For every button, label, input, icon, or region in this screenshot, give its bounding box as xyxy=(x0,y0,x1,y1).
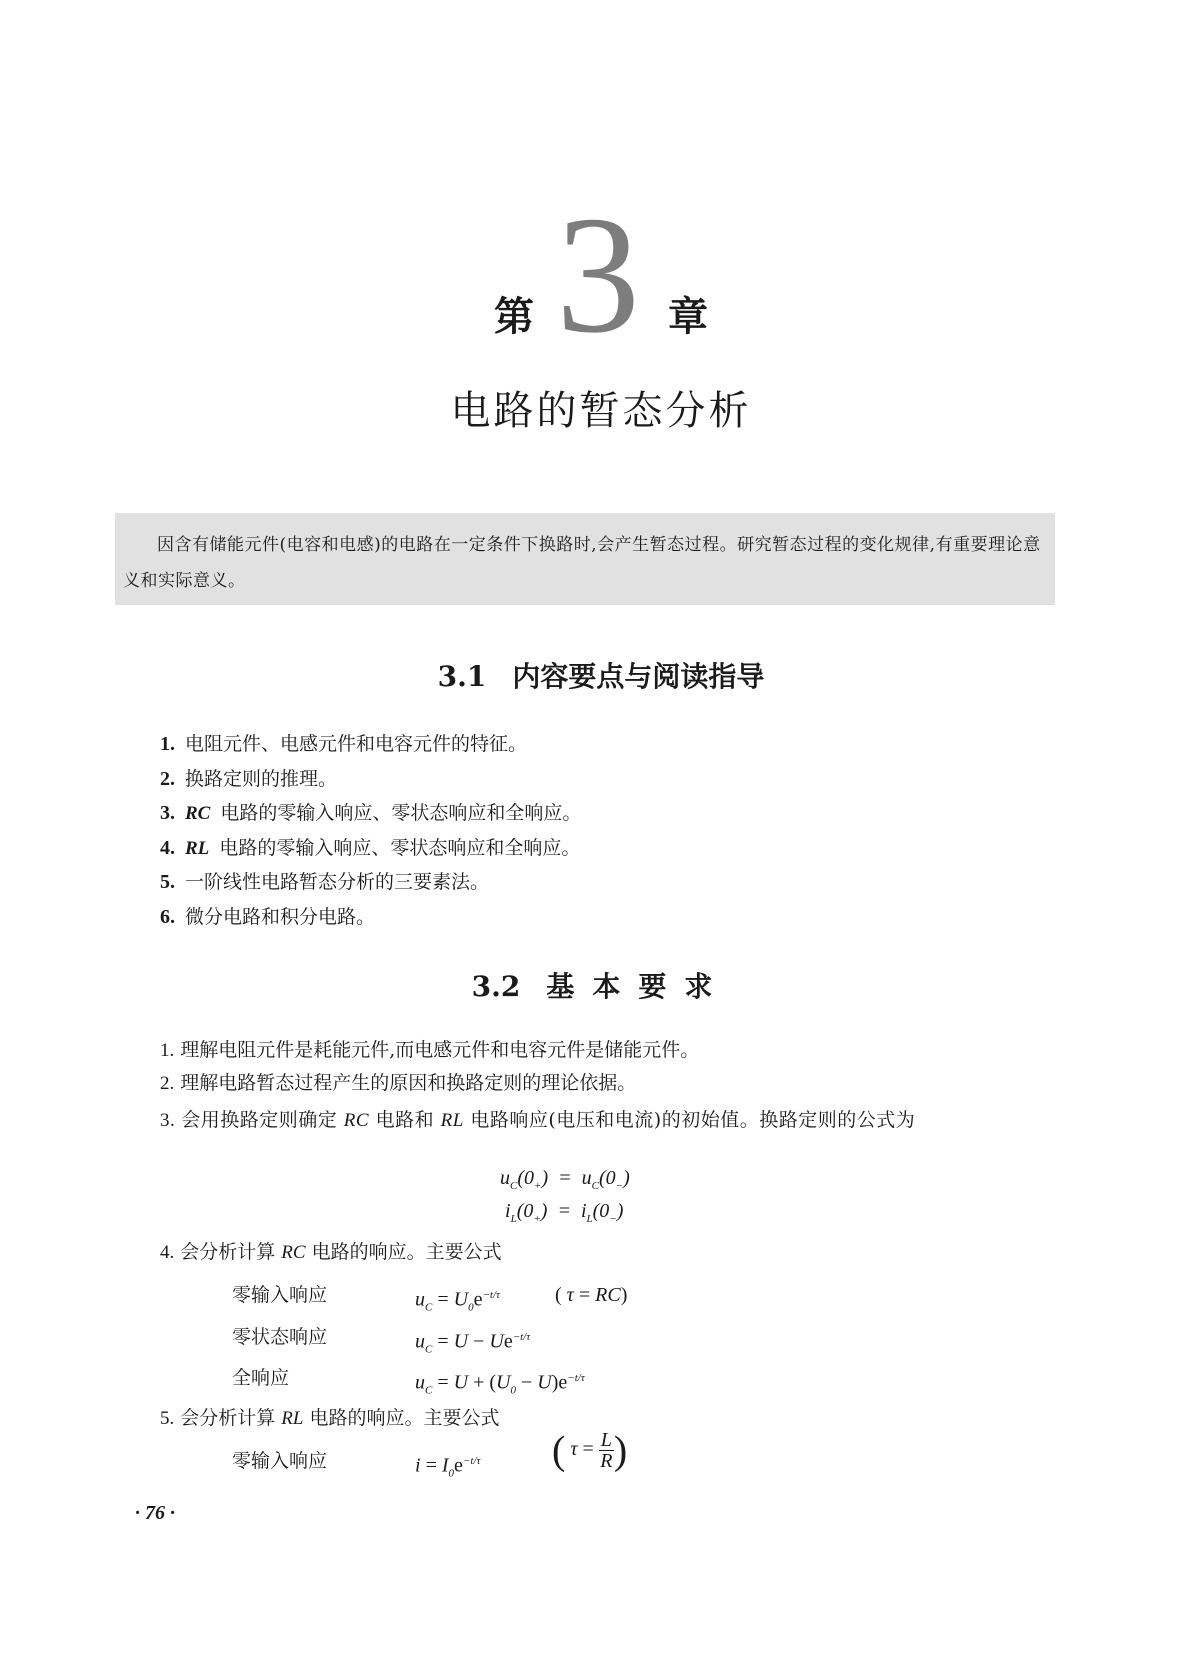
time-constant-rc: ( τ = RC) xyxy=(555,1284,628,1306)
section-label: 内容要点与阅读指导 xyxy=(512,660,765,693)
label-zero-input-rl: 零输入响应 xyxy=(232,1450,328,1472)
section-label: 基本要求 xyxy=(546,970,731,1003)
formula-rc-zero-state: $u_C = U - Ue^{-t/\tau}$ xyxy=(415,1330,531,1356)
section-title-3-1 xyxy=(0,655,1202,695)
formula-rc-full: $u_C = U + (U_0 - U)e^{-t/\tau}$ xyxy=(415,1371,585,1397)
page-number: · 76 · xyxy=(135,1502,175,1524)
time-constant-rl: ( τ = $\frac{L}{R}$ ) xyxy=(552,1427,628,1473)
section-number: 3.2 xyxy=(471,970,521,1003)
label-zero-state-rc: 零状态响应 xyxy=(232,1326,328,1348)
requirement-4: 4. 会分析计算 RC 电路的响应。主要公式 xyxy=(160,1241,502,1263)
label-full-rc: 全响应 xyxy=(232,1367,290,1389)
key-points-list xyxy=(160,727,581,935)
chapter-title: 电路的暂态分析 xyxy=(450,388,752,434)
chapter-heading xyxy=(0,182,1202,368)
list-item: 4. RL 电路的零输入响应、零状态响应和全响应。 xyxy=(160,836,581,859)
requirement-3: 3. 会用换路定则确定 RC 电路和 RL 电路响应(电压和电流)的初始值。换路定则的公式为 xyxy=(160,1109,916,1131)
chapter-prefix: 第 xyxy=(494,294,534,341)
switching-law-equation-2: $i_L(0_+) = i_L(0_-)$ xyxy=(505,1200,624,1225)
requirement-2: 2. 理解电路暂态过程产生的原因和换路定则的理论依据。 xyxy=(160,1072,637,1094)
section-number: 3.1 xyxy=(437,660,487,693)
list-item: 3. RC 电路的零输入响应、零状态响应和全响应。 xyxy=(160,802,582,825)
chapter-suffix: 章 xyxy=(668,294,708,341)
switching-law-equation-1: $u_C(0_+) = u_C(0_-)$ xyxy=(500,1167,630,1192)
formula-rc-zero-input: $u_C = U_0e^{-t/\tau}$ xyxy=(415,1288,500,1314)
list-item: 5. 一阶线性电路暂态分析的三要素法。 xyxy=(160,871,490,894)
list-item: 1. 电阻元件、电感元件和电容元件的特征。 xyxy=(160,733,528,755)
formula-rl-zero-input: $i = I_0e^{-t/\tau}$ xyxy=(415,1454,481,1480)
label-zero-input-rc: 零输入响应 xyxy=(232,1284,328,1306)
list-item: 2. 换路定则的推理。 xyxy=(160,767,338,790)
requirement-1: 1. 理解电阻元件是耗能元件,而电感元件和电容元件是储能元件。 xyxy=(160,1039,700,1061)
chapter-number: 3 xyxy=(556,182,640,368)
intro-box: 因含有储能元件(电容和电感)的电路在一定条件下换路时,会产生暂态过程。研究暂态过程的变化规律,有重要理论意义和实际意义。 xyxy=(115,513,1055,605)
requirement-5: 5. 会分析计算 RL 电路的响应。主要公式 xyxy=(160,1407,500,1429)
section-title-3-2 xyxy=(0,965,1202,1005)
list-item: 6. 微分电路和积分电路。 xyxy=(160,905,376,928)
